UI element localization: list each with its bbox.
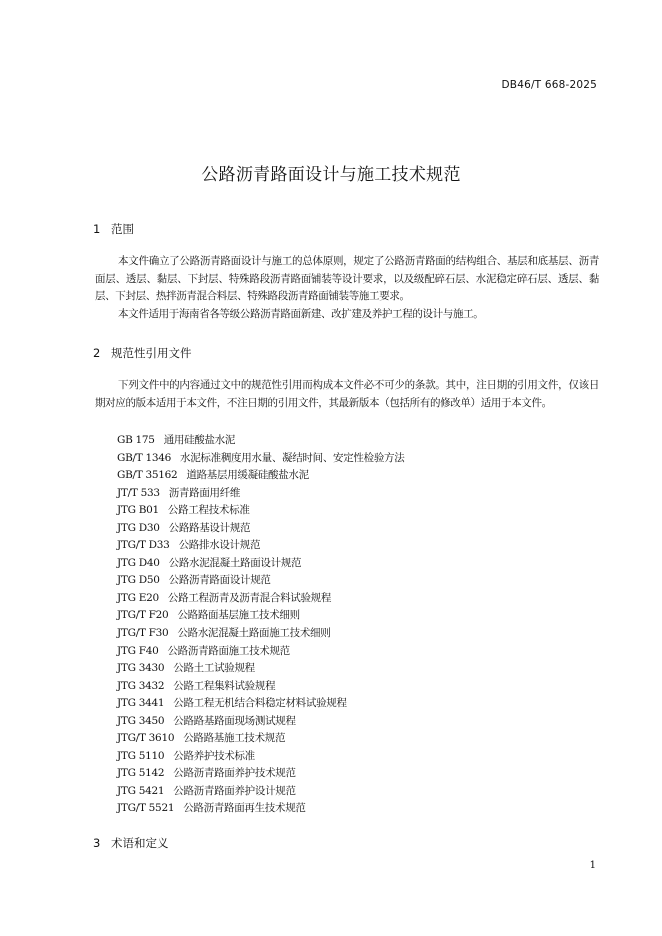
reference-item xyxy=(117,678,404,696)
reference-code: JTG/T D33 xyxy=(117,539,170,552)
reference-name: 公路沥青路面再生技术规范 xyxy=(183,802,306,815)
reference-code: GB 175 xyxy=(117,434,155,446)
section-number: 1 xyxy=(93,222,101,236)
reference-item xyxy=(117,695,404,713)
reference-name: 公路工程无机结合料稳定材料试验规程 xyxy=(173,697,347,710)
section-title: 规范性引用文件 xyxy=(111,346,192,360)
reference-code: JTG B01 xyxy=(117,504,159,517)
reference-list xyxy=(117,432,404,818)
references-intro-paragraph: 下列文件中的内容通过文中的规范性引用而构成本文件必不可少的条款。其中，注日期的引用文件，仅该日期对应的版本适用于本文件，不注日期的引用文件，其最新版本（包括所有的修改单）适用于本文件。 xyxy=(95,379,599,409)
reference-name: 公路工程集料试验规程 xyxy=(173,679,276,692)
reference-name: 沥青路面用纤维 xyxy=(168,486,241,499)
reference-code: GB/T 1346 xyxy=(117,451,172,464)
reference-name: 公路土工试验规程 xyxy=(173,662,255,675)
reference-name: 公路养护技术标准 xyxy=(173,749,255,762)
page-title: 公路沥青路面设计与施工技术规范 xyxy=(201,165,461,185)
reference-name: 公路路面基层施工技术细则 xyxy=(177,609,300,622)
scope-paragraph-1: 本文件确立了公路沥青路面设计与施工的总体原则，规定了公路沥青路面的结构组合、基层和底基层、沥青面层、透层、黏层、下封层、特殊路段沥青路面铺装等设计要求，以及级配碎石层、水泥稳定碎石层、透层、黏层、下封层、热拌沥青混合料层、特殊路段沥青路面铺装等施工要求。 xyxy=(95,255,599,302)
reference-item xyxy=(117,485,404,503)
reference-code: JT/T 533 xyxy=(117,486,160,499)
reference-code: JTG 3430 xyxy=(117,662,165,675)
reference-code: GB/T 35162 xyxy=(117,469,178,482)
scope-paragraph-2: 本文件适用于海南省各等级公路沥青路面新建、改扩建及养护工程的设计与施工。 xyxy=(118,308,484,320)
reference-name: 公路排水设计规范 xyxy=(178,539,261,552)
reference-item xyxy=(117,800,404,818)
section-title: 范围 xyxy=(111,222,134,236)
reference-code: JTG/T 5521 xyxy=(117,802,175,815)
reference-item xyxy=(117,625,404,643)
section-heading-scope xyxy=(93,221,134,237)
reference-name: 公路路基设计规范 xyxy=(168,521,251,534)
reference-code: JTG 5421 xyxy=(117,784,165,797)
reference-item xyxy=(117,537,404,555)
reference-code: JTG 3450 xyxy=(117,714,165,727)
reference-name: 公路沥青路面设计规范 xyxy=(168,574,271,587)
reference-item xyxy=(117,555,404,573)
reference-name: 公路沥青路面养护技术规范 xyxy=(173,767,296,780)
reference-code: JTG D50 xyxy=(117,574,160,587)
reference-item xyxy=(117,450,404,468)
reference-code: JTG/T F20 xyxy=(117,609,169,622)
reference-code: JTG/T F30 xyxy=(117,627,169,640)
section-title: 术语和定义 xyxy=(111,836,169,850)
reference-item xyxy=(117,502,404,520)
reference-code: JTG 5142 xyxy=(117,767,165,780)
section-heading-terms-definitions xyxy=(93,835,169,851)
reference-item xyxy=(117,467,404,485)
reference-code: JTG D40 xyxy=(117,556,160,569)
reference-code: JTG 3432 xyxy=(117,679,165,692)
reference-name: 公路工程技术标准 xyxy=(167,504,250,517)
reference-code: JTG 5110 xyxy=(117,749,165,762)
reference-name: 公路沥青路面养护设计规范 xyxy=(173,784,296,797)
reference-name: 水泥标准稠度用水量、凝结时间、安定性检验方法 xyxy=(180,451,405,464)
reference-name: 公路沥青路面施工技术规范 xyxy=(167,644,290,657)
reference-name: 公路路基施工技术规范 xyxy=(183,732,286,745)
page-number: 1 xyxy=(589,860,596,871)
reference-item xyxy=(117,643,404,661)
reference-name: 道路基层用缓凝硅酸盐水泥 xyxy=(186,469,309,482)
reference-code: JTG/T 3610 xyxy=(117,732,175,745)
reference-item xyxy=(117,520,404,538)
reference-item xyxy=(117,783,404,801)
reference-name: 公路水泥混凝土路面设计规范 xyxy=(168,556,302,569)
reference-name: 公路水泥混凝土路面施工技术细则 xyxy=(177,627,331,640)
reference-item xyxy=(117,572,404,590)
reference-code: JTG 3441 xyxy=(117,697,165,710)
reference-name: 公路工程沥青及沥青混合料试验规程 xyxy=(167,591,332,604)
reference-item xyxy=(117,765,404,783)
document-code: DB46/T 668-2025 xyxy=(501,79,597,91)
reference-code: JTG F40 xyxy=(117,644,159,657)
reference-name: 通用硅酸盐水泥 xyxy=(163,434,236,446)
section-number: 2 xyxy=(93,346,101,360)
reference-item xyxy=(117,660,404,678)
reference-item xyxy=(117,432,404,450)
reference-code: JTG D30 xyxy=(117,521,160,534)
section-heading-normative-references xyxy=(93,345,192,361)
reference-item xyxy=(117,748,404,766)
reference-item xyxy=(117,590,404,608)
reference-item xyxy=(117,607,404,625)
reference-code: JTG E20 xyxy=(117,591,159,604)
reference-name: 公路路基路面现场测试规程 xyxy=(173,714,296,727)
reference-item xyxy=(117,730,404,748)
section-number: 3 xyxy=(93,836,101,850)
reference-item xyxy=(117,713,404,731)
